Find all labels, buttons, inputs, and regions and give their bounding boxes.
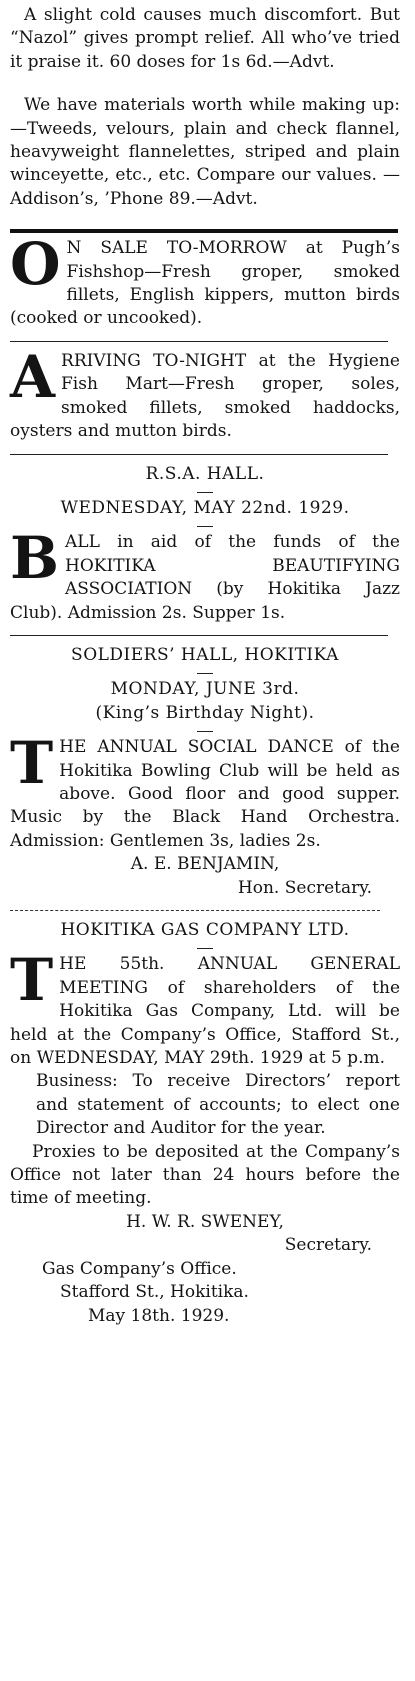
materials-notice: We have materials worth while making up:—Tweeds, velours, plain and check flannel, heavyweight flannelettes, striped and plain winceyette, etc., etc. Compare our values. — Addison’s, ’Phone 89.—Advt. — [10, 95, 400, 209]
drop-cap: O — [10, 230, 61, 299]
pughs-text: N SALE TO-MORROW at Pugh’s Fishshop—Fresh groper, smoked fillets, English kippers, mutton birds (cooked or uncooked). — [10, 238, 400, 329]
hygiene-notice — [10, 342, 400, 444]
soldiers-role: Hon. Secretary. — [237, 877, 372, 898]
short-rule — [197, 492, 213, 493]
short-rule — [197, 526, 213, 527]
gas-company-heading: HOKITIKA GAS COMPANY LTD. — [60, 920, 350, 940]
short-rule — [197, 673, 213, 674]
soldiers-subdate: (King’s Birthday Night). — [95, 702, 315, 723]
divider — [10, 454, 388, 455]
divider — [10, 635, 388, 636]
gas-role: Secretary. — [284, 1235, 372, 1256]
short-rule — [197, 948, 213, 949]
soldiers-venue: SOLDIERS’ HALL, HOKITIKA — [71, 644, 339, 665]
soldiers-signatory: A. E. BENJAMIN, — [130, 854, 280, 875]
section-rule — [10, 229, 398, 233]
soldiers-text: HE ANNUAL SOCIAL DANCE of the Hokitika Bowling Club will be held as above. Good floor and good supper. Music by the Black Hand Orchestra. Admission: Gentlemen 3s, ladies 2s. — [10, 737, 400, 851]
short-rule — [197, 731, 213, 732]
gas-signatory: H. W. R. SWENEY, — [126, 1211, 284, 1232]
hygiene-text: RRIVING TO-NIGHT at the Hygiene Fish Mart—Fresh groper, soles, smoked fillets, smoked haddocks, oysters and mutton birds. — [10, 350, 400, 442]
drop-cap: T — [10, 946, 54, 1015]
divider — [10, 910, 380, 911]
gas-proxies: Proxies to be deposited at the Company’s Office not later than 24 hours before the time of meeting. — [10, 1141, 400, 1209]
soldiers-date: MONDAY, JUNE 3rd. — [110, 679, 300, 700]
drop-cap: T — [10, 729, 54, 798]
gas-text: HE 55th. ANNUAL GENERAL MEETING of shareholders of the Hokitika Gas Company, Ltd. will be held at the Company’s Office, Stafford St., on WEDNESDAY, MAY 29th. 1929 at 5 p.m. — [10, 954, 400, 1069]
drop-cap: A — [10, 342, 56, 411]
soldiers-notice — [10, 729, 400, 853]
rsa-notice — [10, 524, 400, 625]
gas-meeting-notice — [10, 946, 400, 1070]
rsa-venue: R.S.A. HALL. — [145, 463, 265, 484]
rsa-date: WEDNESDAY, MAY 22nd. 1929. — [60, 497, 350, 518]
divider — [10, 341, 388, 342]
gas-address-line-1: Gas Company’s Office. — [42, 1258, 237, 1279]
gas-date-line: May 18th. 1929. — [88, 1305, 230, 1326]
gas-address-line-2: Stafford St., Hokitika. — [60, 1282, 249, 1303]
cold-remedy-notice: A slight cold causes much discomfort. But “Nazol” gives prompt relief. All who’ve tried it praise it. 60 doses for 1s 6d.—Advt. — [10, 5, 400, 72]
rsa-text: ALL in aid of the funds of the HOKITIKA BEAUTIFYING ASSOCIATION (by Hokitika Jazz Club). Admission 2s. Supper 1s. — [10, 532, 400, 623]
gas-business: Business: To receive Directors’ report and statement of accounts; to elect one Director and Auditor for the year. — [36, 1071, 400, 1139]
pughs-notice — [10, 230, 400, 331]
drop-cap: B — [10, 524, 60, 593]
